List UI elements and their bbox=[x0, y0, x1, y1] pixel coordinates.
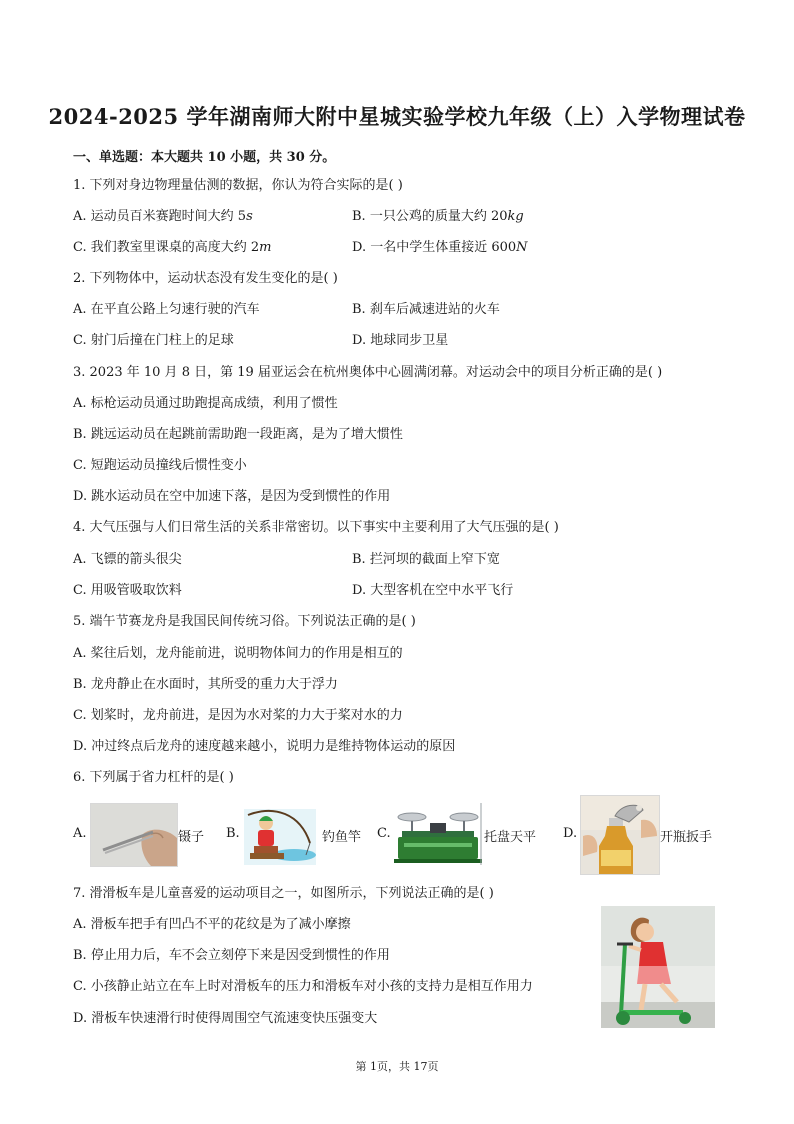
option-text: D. 一名中学生体重接近 600 bbox=[352, 240, 517, 255]
option-unit: kg bbox=[507, 209, 524, 224]
question-5-option-b: B. 龙舟静止在水面时，其所受的重力大于浮力 bbox=[73, 677, 338, 692]
question-1-option-a bbox=[73, 208, 253, 226]
question-3-option-d: D. 跳水运动员在空中加速下落，是因为受到惯性的作用 bbox=[73, 489, 391, 504]
question-2-stem: 2. 下列物体中，运动状态没有发生变化的是( ) bbox=[73, 271, 338, 286]
question-6-option-d-label: 开瓶扳手 bbox=[660, 830, 713, 845]
question-6-option-c-label: 托盘天平 bbox=[484, 830, 537, 845]
question-5-option-a: A. 桨往后划，龙舟能前进，说明物体间力的作用是相互的 bbox=[73, 646, 403, 661]
question-4-option-a: A. 飞镖的箭头很尖 bbox=[73, 552, 182, 567]
question-4-option-c: C. 用吸管吸取饮料 bbox=[73, 583, 182, 598]
question-5-stem: 5. 端午节赛龙舟是我国民间传统习俗。下列说法正确的是( ) bbox=[73, 614, 416, 629]
question-7-option-b: B. 停止用力后，车不会立刻停下来是因受到惯性的作用 bbox=[73, 948, 390, 963]
question-7-option-a: A. 滑板车把手有凹凸不平的花纹是为了减小摩擦 bbox=[73, 917, 351, 932]
question-6-stem: 6. 下列属于省力杠杆的是( ) bbox=[73, 770, 234, 785]
section-heading: 一、单选题：本大题共 10 小题，共 30 分。 bbox=[73, 150, 336, 165]
question-1-option-d bbox=[352, 239, 528, 257]
question-1-stem: 1. 下列对身边物理量估测的数据，你认为符合实际的是( ) bbox=[73, 178, 403, 193]
question-5-option-c: C. 划桨时，龙舟前进，是因为水对桨的力大于桨对水的力 bbox=[73, 708, 403, 723]
question-1-option-c bbox=[73, 239, 271, 257]
question-7-option-d: D. 滑板车快速滑行时使得周围空气流速变快压强变大 bbox=[73, 1011, 378, 1026]
question-2-option-d: D. 地球同步卫星 bbox=[352, 333, 449, 348]
question-1-option-b bbox=[352, 208, 524, 226]
question-7-stem: 7. 滑滑板车是儿童喜爱的运动项目之一，如图所示，下列说法正确的是( ) bbox=[73, 886, 494, 901]
question-2-option-c: C. 射门后撞在门柱上的足球 bbox=[73, 333, 234, 348]
tweezers-image bbox=[90, 803, 178, 867]
option-text: B. 一只公鸡的质量大约 20 bbox=[352, 209, 508, 224]
balance-scale-image bbox=[394, 803, 482, 865]
question-4-option-b: B. 拦河坝的截面上窄下宽 bbox=[352, 552, 500, 567]
page-footer: 第 1页，共 17页 bbox=[355, 1060, 439, 1073]
question-6-option-b-letter: B. bbox=[226, 826, 240, 841]
option-unit: m bbox=[259, 240, 272, 255]
question-3-option-c: C. 短跑运动员撞线后惯性变小 bbox=[73, 458, 247, 473]
question-2-option-a: A. 在平直公路上匀速行驶的汽车 bbox=[73, 302, 260, 317]
question-6-option-b-label: 钓鱼竿 bbox=[322, 830, 362, 845]
page-title: 2024-2025 学年湖南师大附中星城实验学校九年级（上）入学物理试卷 bbox=[48, 104, 746, 129]
option-unit: N bbox=[516, 240, 528, 255]
question-6-option-a-label: 镊子 bbox=[178, 830, 205, 845]
option-unit: s bbox=[246, 209, 253, 224]
question-4-option-d: D. 大型客机在空中水平飞行 bbox=[352, 583, 514, 598]
question-6-option-d-letter: D. bbox=[563, 826, 578, 841]
question-3-option-b: B. 跳远运动员在起跳前需助跑一段距离，是为了增大惯性 bbox=[73, 427, 403, 442]
bottle-opener-image bbox=[580, 795, 660, 875]
question-3-stem: 3. 2023 年 10 月 8 日，第 19 届亚运会在杭州奥体中心圆满闭幕。对运动会中的项目分析正确的是( ) bbox=[73, 365, 663, 380]
question-3-option-a: A. 标枪运动员通过助跑提高成绩，利用了惯性 bbox=[73, 396, 338, 411]
option-text: C. 我们教室里课桌的高度大约 2 bbox=[73, 240, 260, 255]
question-7-option-c: C. 小孩静止站立在车上时对滑板车的压力和滑板车对小孩的支持力是相互作用力 bbox=[73, 979, 533, 994]
fishing-rod-image bbox=[244, 803, 316, 865]
scooter-child-image bbox=[601, 906, 715, 1028]
question-5-option-d: D. 冲过终点后龙舟的速度越来越小，说明力是维持物体运动的原因 bbox=[73, 739, 456, 754]
option-text: A. 运动员百米赛跑时间大约 5 bbox=[73, 209, 247, 224]
question-4-stem: 4. 大气压强与人们日常生活的关系非常密切。以下事实中主要利用了大气压强的是( ) bbox=[73, 520, 559, 535]
question-6-option-c-letter: C. bbox=[377, 826, 391, 841]
question-2-option-b: B. 刹车后减速进站的火车 bbox=[352, 302, 500, 317]
question-6-option-a-letter: A. bbox=[73, 826, 87, 841]
